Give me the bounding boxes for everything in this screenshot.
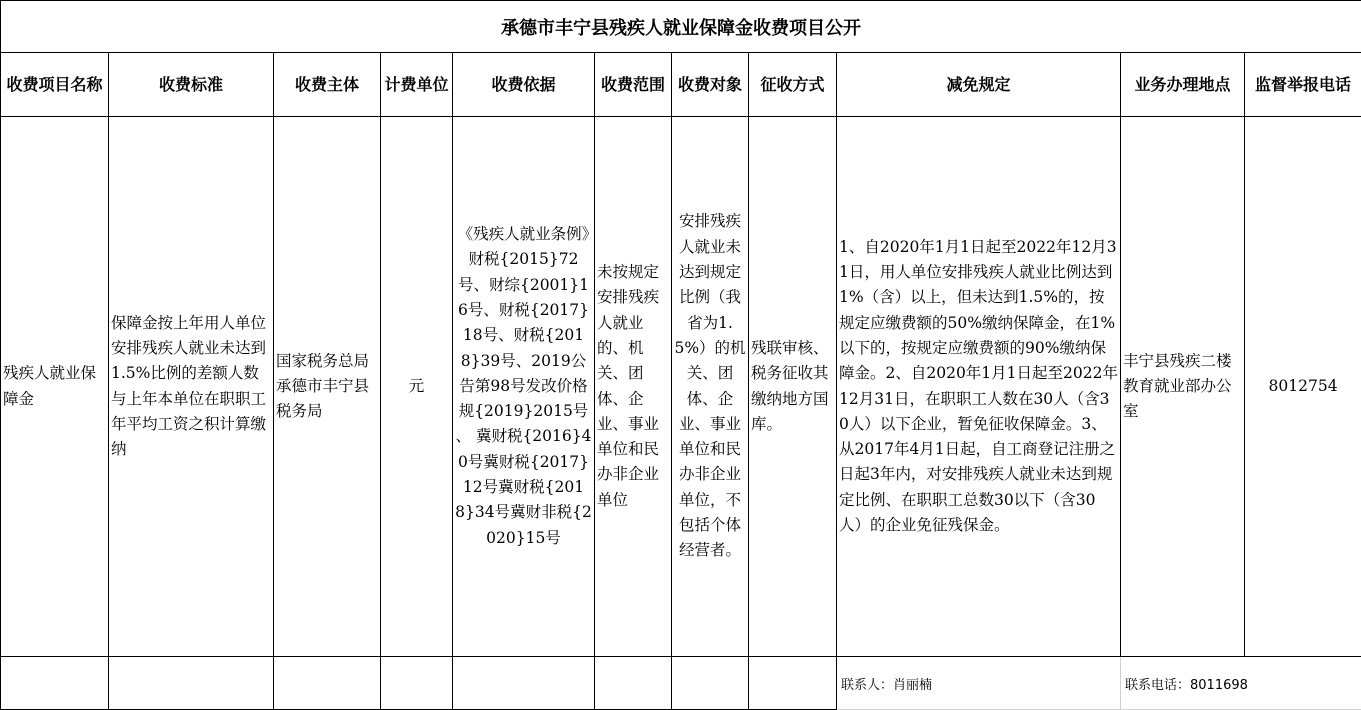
empty-cell bbox=[381, 657, 453, 710]
header-cell: 减免规定 bbox=[837, 53, 1121, 117]
report-phone-cell: 8012754 bbox=[1245, 117, 1361, 657]
header-cell: 收费依据 bbox=[453, 53, 595, 117]
header-cell: 收费对象 bbox=[672, 53, 749, 117]
fee-scope-cell: 未按规定安排残疾人就业的、机关、团体、企业、事业单位和民办非企业单位 bbox=[595, 117, 672, 657]
billing-unit-cell: 元 bbox=[381, 117, 453, 657]
empty-cell bbox=[672, 657, 749, 710]
table-row bbox=[1, 117, 1361, 657]
footer-row bbox=[1, 657, 1361, 710]
header-cell: 监督举报电话 bbox=[1245, 53, 1361, 117]
empty-cell bbox=[1, 657, 109, 710]
header-row bbox=[1, 53, 1361, 117]
header-cell: 收费主体 bbox=[274, 53, 381, 117]
exemption-rules-cell: 1、自2020年1月1日起至2022年12月31日，用人单位安排残疾人就业比例达到1%（含）以上，但未达到1.5%的，按规定应缴费额的50%缴纳保障金，在1%以下的，按规定应缴费额的90%缴纳保障金。2、自2020年1月1日起至2022年12月31日，在职职工人数在30人（含30人）以下企业，暂免征收保障金。3、从2017年4月1日起，自工商登记注册之日起3年内，对安排残疾人就业未达到规定比例、在职职工总数30以下（含30人）的企业免征残保金。 bbox=[837, 117, 1121, 657]
page-title: 承德市丰宁县残疾人就业保障金收费项目公开 bbox=[1, 1, 1361, 53]
fee-subject-cell: 国家税务总局承德市丰宁县税务局 bbox=[274, 117, 381, 657]
service-location-cell: 丰宁县残疾二楼教育就业部办公室 bbox=[1121, 117, 1245, 657]
header-cell: 收费范围 bbox=[595, 53, 672, 117]
fee-standard-cell: 保障金按上年用人单位安排残疾人就业未达到1.5%比例的差额人数与上年本单位在职职工年平均工资之积计算缴纳 bbox=[109, 117, 274, 657]
empty-cell bbox=[453, 657, 595, 710]
contact-person: 联系人：肖丽楠 bbox=[837, 657, 1121, 710]
header-cell: 业务办理地点 bbox=[1121, 53, 1245, 117]
empty-cell bbox=[274, 657, 381, 710]
fee-name-cell: 残疾人就业保障金 bbox=[1, 117, 109, 657]
header-cell: 计费单位 bbox=[381, 53, 453, 117]
contact-phone: 联系电话：8011698 bbox=[1121, 657, 1361, 710]
header-cell: 收费项目名称 bbox=[1, 53, 109, 117]
empty-cell bbox=[749, 657, 837, 710]
header-cell: 征收方式 bbox=[749, 53, 837, 117]
header-cell: 收费标准 bbox=[109, 53, 274, 117]
empty-cell bbox=[595, 657, 672, 710]
fee-target-cell: 安排残疾人就业未达到规定比例（我省为1.5%）的机关、团体、企业、事业单位和民办非企业单位，不包括个体经营者。 bbox=[672, 117, 749, 657]
collection-method-cell: 残联审核、税务征收其缴纳地方国库。 bbox=[749, 117, 837, 657]
empty-cell bbox=[109, 657, 274, 710]
fee-basis-cell: 《残疾人就业条例》财税{2015}72号、财综{2001}16号、财税{2017}18号、财税{2018}39号、2019公告第98号发改价格规{2019}2015号 、 冀财税{2016}40号冀财税{2017}12号冀财税{2018}34号冀财非税{2020}15号 bbox=[453, 117, 595, 657]
